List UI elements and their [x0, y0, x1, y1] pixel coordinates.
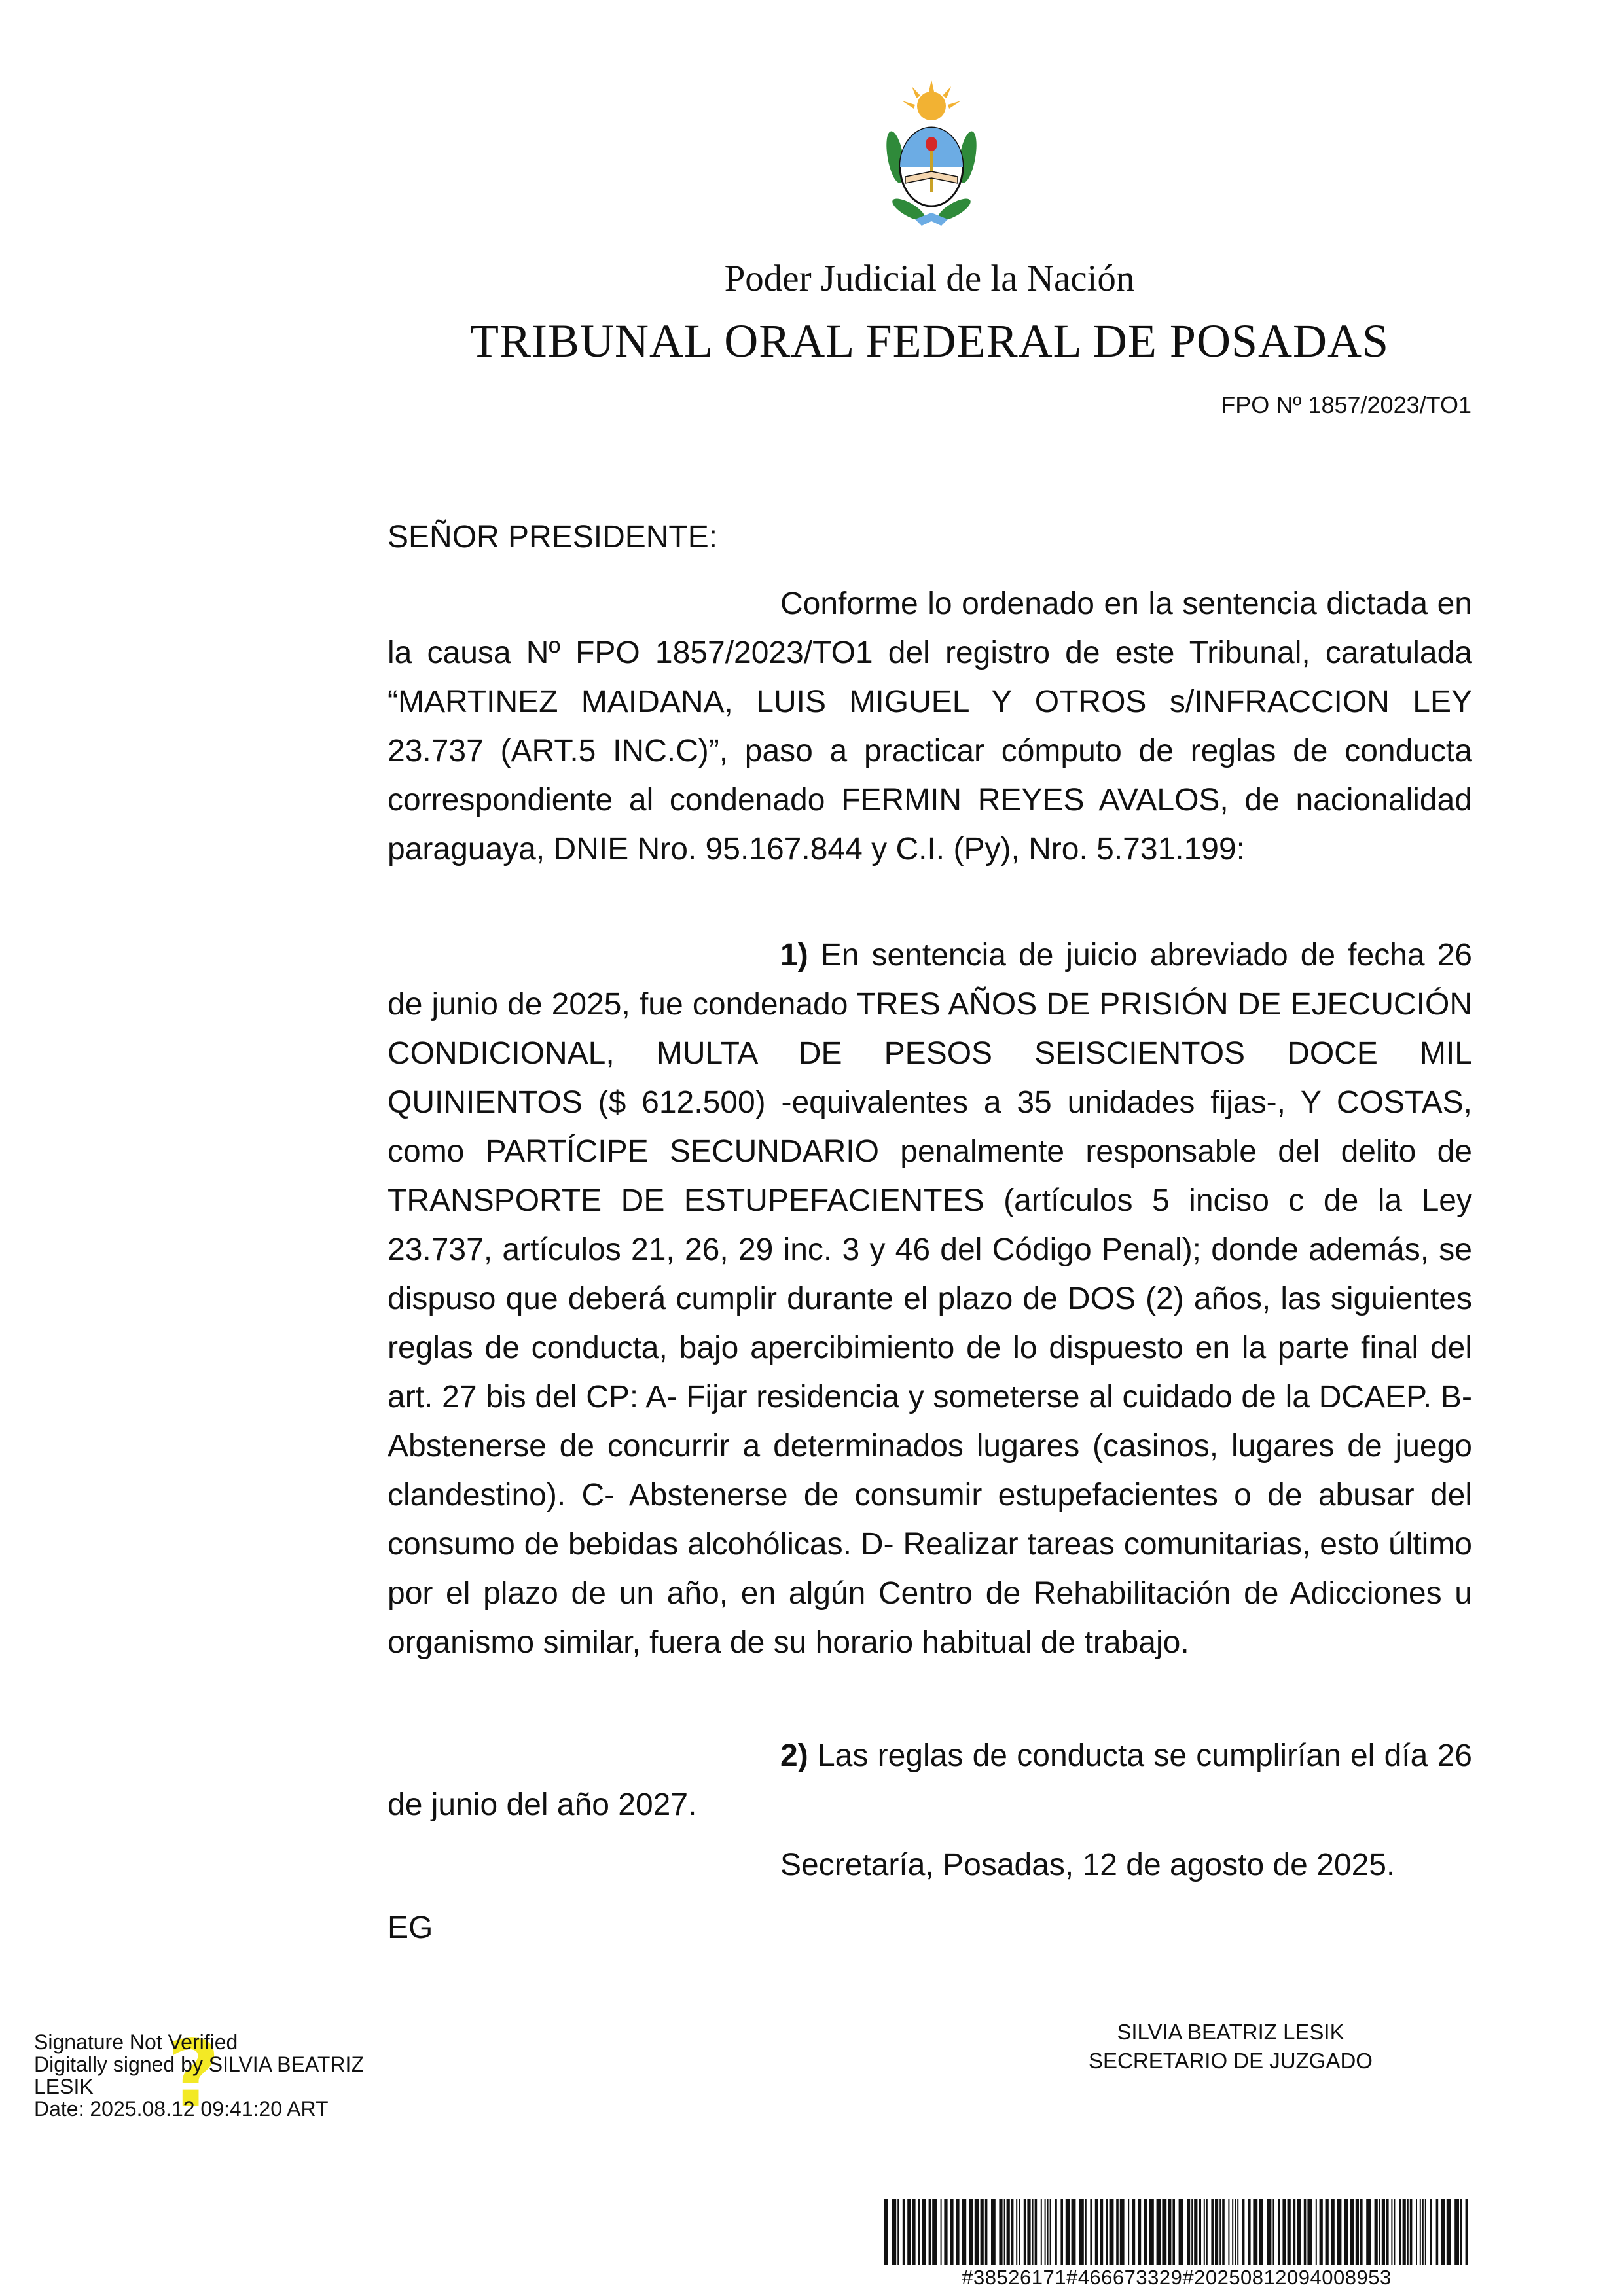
barcode-bar [1331, 2199, 1335, 2265]
barcode-bar [1222, 2199, 1225, 2265]
barcode-bar [1011, 2199, 1014, 2265]
barcode-bar [929, 2199, 931, 2265]
barcode-bar [1394, 2199, 1395, 2265]
barcode-bar [1316, 2199, 1317, 2265]
barcode-bar [1425, 2199, 1426, 2265]
barcode-bar [1035, 2199, 1038, 2265]
barcode-bar [1019, 2199, 1020, 2265]
barcode-bar [1447, 2199, 1451, 2265]
signed-by-line-2: LESIK [34, 2075, 94, 2098]
barcode-bar [1024, 2199, 1026, 2265]
barcode-bar [1267, 2199, 1272, 2265]
barcode-bar [1307, 2199, 1312, 2265]
barcode-bar [1242, 2199, 1245, 2265]
barcode-bar [1441, 2199, 1445, 2265]
barcode-bar [969, 2199, 973, 2265]
barcode-bar [1420, 2199, 1421, 2265]
institution-name: Poder Judicial de la Nación [724, 258, 1135, 299]
barcode-bar [1410, 2199, 1413, 2265]
barcode-bar [1144, 2199, 1147, 2265]
barcode-bar [1466, 2199, 1468, 2265]
barcode-bar [1350, 2199, 1354, 2265]
closing-date: Secretaría, Posadas, 12 de agosto de 2025. [780, 1848, 1396, 1882]
barcode-bar [1194, 2199, 1197, 2265]
barcode-bar [903, 2199, 905, 2265]
barcode-bar [1422, 2199, 1424, 2265]
barcode-bar [1100, 2199, 1103, 2265]
digital-signature-info [34, 2021, 364, 2128]
barcode-bar [1282, 2199, 1286, 2265]
barcode-bar [950, 2199, 953, 2265]
barcode-bar [999, 2199, 1002, 2265]
intro-paragraph [388, 579, 1472, 874]
barcode-bar [1132, 2199, 1135, 2265]
barcode-bar [956, 2199, 959, 2265]
barcode-bar [918, 2199, 920, 2265]
barcode-bar [1375, 2199, 1378, 2265]
barcode-bar [1407, 2199, 1409, 2265]
signatory-title: SECRETARIO DE JUZGADO [1089, 2049, 1373, 2073]
barcode-bar [1454, 2199, 1459, 2265]
barcode-bar [1095, 2199, 1098, 2265]
barcode-bar [1007, 2199, 1010, 2265]
barcode-bar [1337, 2199, 1342, 2265]
barcode-bar [932, 2199, 937, 2265]
barcode-bar [1344, 2199, 1348, 2265]
barcode-bar [1399, 2199, 1401, 2265]
barcode-bar [1232, 2199, 1233, 2265]
barcode-bar [1085, 2199, 1087, 2265]
barcode-bar [1219, 2199, 1221, 2265]
barcode-bar [1157, 2199, 1161, 2265]
barcode-bar [1004, 2199, 1005, 2265]
barcode-bar [1382, 2199, 1385, 2265]
barcode-bar [941, 2199, 942, 2265]
barcode-bar [1288, 2199, 1291, 2265]
signed-by-line-1: Digitally signed by SILVIA BEATRIZ [34, 2053, 364, 2076]
barcode-text: #38526171#466673329#20250812094008953 [962, 2266, 1392, 2289]
barcode-bar [897, 2199, 899, 2265]
barcode-bar [1360, 2199, 1363, 2265]
barcode-bar [1237, 2199, 1238, 2265]
item-1-text: En sentencia de juicio abreviado de fecha 26 de junio de 2025, fue condenado TRES AÑOS DE PRISIÓN DE EJECUCIÓN CONDICIONAL, MULTA DE PESOS SEISCIENTOS DOCE MIL QUINIENTOS ($ 612.500) -equivalentes a 35 unidades fijas-, Y COSTAS, como PARTÍCIPE SECUNDARIO penalmente responsable del delito de TRANSPORTE DE ESTUPEFACIENTES (artículos 5 inciso c de la Ley 23.737, artículos 21, 26, 29 inc. 3 y 46 del Código Penal); donde además, se dispuso que deberá cumplir durante el plazo de DOS (2) años, las siguientes reglas de conducta, bajo apercibimiento de lo dispuesto en la parte final del art. 27 bis del CP: A- Fijar residencia y someterse al cuidado de la DCAEP. B- Abstenerse de concurrir a determinados lugares (casinos, lugares de juego clandestino). C- Abstenerse de consumir estupefacientes o de abusar del consumo de bebidas alcohólicas. D- Realizar tareas comunitarias, esto último por el plazo de un año, en algún Centro de Rehabilitación de Adicciones u organismo similar, fuera de su horario habitual de trabajo. [388, 938, 1472, 1660]
sun-rays-icon [902, 80, 961, 120]
intro-text: Conforme lo ordenado en la sentencia dictada en la causa Nº FPO 1857/2023/TO1 del registro de este Tribunal, caratulada “MARTINEZ MAIDANA, LUIS MIGUEL Y OTROS s/INFRACCION LEY 23.737 (ART.5 INC.C)”, paso a practicar cómputo de reglas de conducta correspondiente al condenado FERMIN REYES AVALOS, de nacionalidad paraguaya, DNIE Nro. 95.167.844 y C.I. (Py), Nro. 5.731.199: [388, 586, 1472, 867]
item-1-paragraph [388, 931, 1472, 1667]
item-2-text: Las reglas de conducta se cumplirían el día 26 de junio del año 2027. [388, 1738, 1472, 1822]
barcode-bar [981, 2199, 984, 2265]
barcode-bar [1366, 2199, 1371, 2265]
barcode-bar [1191, 2199, 1193, 2265]
barcode-bar [1162, 2199, 1166, 2265]
barcode-bar [1430, 2199, 1432, 2265]
barcode-bar [1379, 2199, 1380, 2265]
barcode-bar [1297, 2199, 1301, 2265]
greeting: SEÑOR PRESIDENTE: [388, 520, 718, 554]
barcode-bar [944, 2199, 947, 2265]
barcode-bar [1187, 2199, 1190, 2265]
barcode-bar [1128, 2199, 1129, 2265]
barcode-bar [1027, 2199, 1030, 2265]
barcode-bar [1149, 2199, 1154, 2265]
barcode-bar [1168, 2199, 1171, 2265]
barcode-bar [1211, 2199, 1214, 2265]
barcode-bar [1116, 2199, 1119, 2265]
barcode-bar [1416, 2199, 1417, 2265]
barcode-bar [1228, 2199, 1229, 2265]
signatory-block [1028, 2018, 1434, 2075]
barcode-bar [1403, 2199, 1406, 2265]
barcode-bar [1386, 2199, 1389, 2265]
barcode-bar [1050, 2199, 1051, 2265]
barcode-bar [1206, 2199, 1208, 2265]
barcode-bar [1072, 2199, 1076, 2265]
barcode-bar [892, 2199, 896, 2265]
barcode-bar [1179, 2199, 1183, 2265]
barcode-bar [1304, 2199, 1307, 2265]
barcode-bar [1016, 2199, 1017, 2265]
barcode-bar [1326, 2199, 1329, 2265]
barcode [884, 2199, 1470, 2265]
barcode-bar [1032, 2199, 1034, 2265]
signature-date: Date: 2025.08.12 09:41:20 ART [34, 2097, 329, 2121]
barcode-bar [1391, 2199, 1392, 2265]
barcode-bar [985, 2199, 988, 2265]
barcode-bar [1110, 2199, 1114, 2265]
barcode-bar [1041, 2199, 1042, 2265]
barcode-bar [1204, 2199, 1205, 2265]
initials: EG [388, 1910, 433, 1945]
court-name: TRIBUNAL ORAL FEDERAL DE POSADAS [469, 315, 1390, 367]
barcode-bar [975, 2199, 979, 2265]
signature-status: Signature Not Verified [34, 2030, 238, 2054]
barcode-bar [1278, 2199, 1280, 2265]
barcode-bar [962, 2199, 966, 2265]
barcode-bar [1253, 2199, 1257, 2265]
barcode-bar [1248, 2199, 1251, 2265]
barcode-bar [1090, 2199, 1092, 2265]
barcode-bar [1138, 2199, 1141, 2265]
item-2-number: 2) [780, 1738, 808, 1773]
barcode-bar [1460, 2199, 1462, 2265]
coat-of-arms-emblem [876, 79, 987, 236]
barcode-bar [1079, 2199, 1084, 2265]
barcode-bar [1436, 2199, 1439, 2265]
barcode-bar [1060, 2199, 1063, 2265]
barcode-bar [991, 2199, 996, 2265]
barcode-bar [907, 2199, 911, 2265]
barcode-bar [1045, 2199, 1046, 2265]
barcode-bar [1106, 2199, 1108, 2265]
barcode-bar [1272, 2199, 1274, 2265]
barcode-bar [1199, 2199, 1201, 2265]
barcode-bar [1259, 2199, 1263, 2265]
barcode-bar [912, 2199, 915, 2265]
case-reference: FPO Nº 1857/2023/TO1 [1221, 391, 1471, 418]
barcode-bar [1235, 2199, 1236, 2265]
barcode-bar [1293, 2199, 1296, 2265]
signatory-name: SILVIA BEATRIZ LESIK [1117, 2020, 1344, 2044]
barcode-bar [1172, 2199, 1175, 2265]
barcode-bar [1066, 2199, 1070, 2265]
barcode-bar [1055, 2199, 1057, 2265]
barcode-bar [884, 2199, 888, 2265]
barcode-bar [1047, 2199, 1049, 2265]
item-1-number: 1) [780, 938, 808, 973]
barcode-bar [1356, 2199, 1359, 2265]
signature-status-icon[interactable]: ? [167, 2021, 221, 2128]
item-2-paragraph [388, 1731, 1472, 1829]
barcode-bar [922, 2199, 926, 2265]
barcode-bar [1215, 2199, 1218, 2265]
barcode-bar [1320, 2199, 1323, 2265]
barcode-bar [1120, 2199, 1125, 2265]
